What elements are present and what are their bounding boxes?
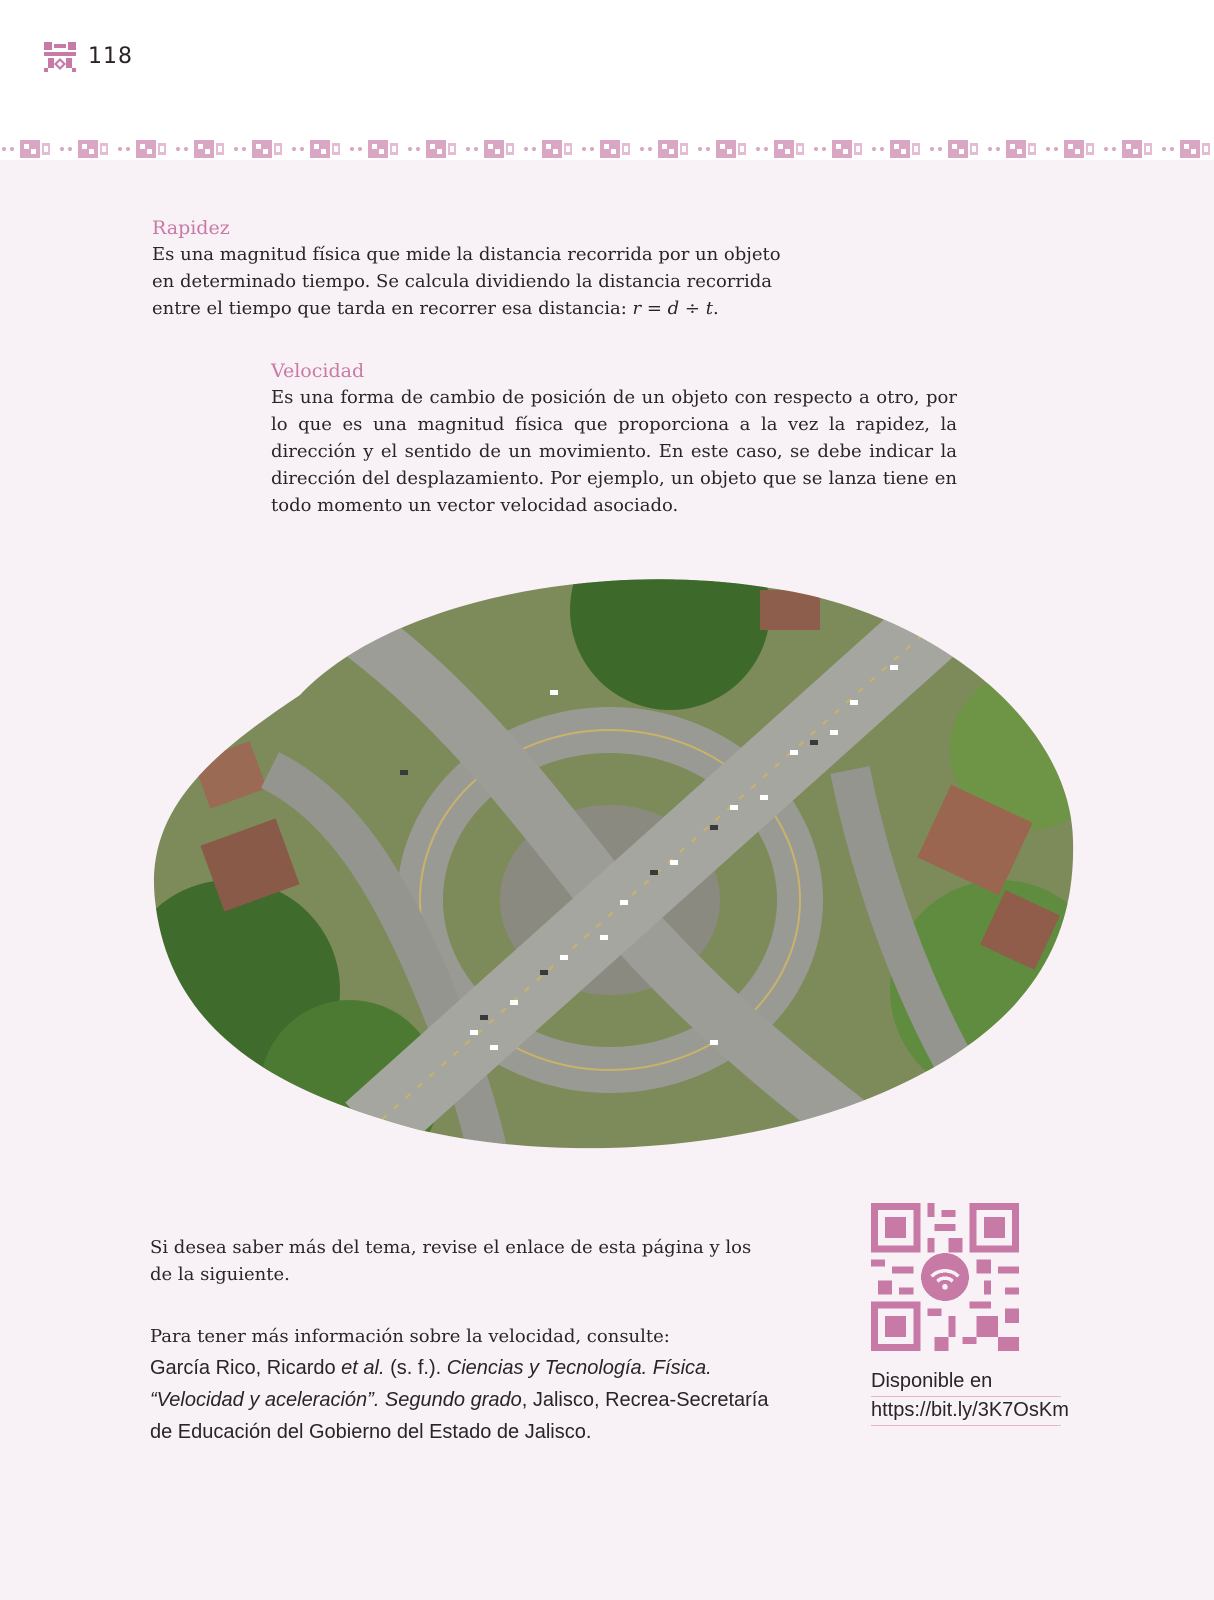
more-info-text: Si desea saber más del tema, revise el enlace de esta página y los de la siguiente.: [150, 1237, 752, 1285]
velocidad-section: [271, 360, 957, 519]
qr-url-link[interactable]: https://bit.ly/3K7OsKm: [871, 1397, 1061, 1426]
velocidad-body: Es una forma de cambio de posición de un objeto con respecto a otro, por lo que es una magnitud física que proporciona a la vez la rapidez, la dirección y el sentido de un movimiento. En este caso, se debe indicar la dirección del desplazamiento. Por ejemplo, un objeto que se lanza tiene en todo momento un vector velocidad asociado.: [271, 387, 957, 516]
rapidez-body: [152, 241, 792, 322]
citation-rest: , Jalisco, Recrea-Secretaría de Educación del Gobierno del Estado de Jalisco.: [150, 1389, 769, 1443]
citation-date: (s. f.).: [384, 1357, 447, 1379]
qr-code-icon[interactable]: [871, 1203, 1019, 1351]
ornament-logo-icon: [42, 40, 78, 74]
velocidad-title: Velocidad: [271, 360, 365, 382]
citation-author: García Rico, Ricardo: [150, 1357, 342, 1379]
rapidez-title: Rapidez: [152, 217, 230, 239]
citation: [150, 1352, 790, 1448]
citation-work: Ciencias y Tecnología. Física. “Velocidad y aceleración”. Segundo grado: [150, 1357, 712, 1411]
rapidez-text: Es una magnitud física que mide la distancia recorrida por un objeto en determinado tiempo. Se calcula dividiendo la distancia recorrida entre el tiempo que tarda en recorrer esa distancia:: [152, 244, 781, 319]
speed-formula: r = d ÷ t: [632, 298, 713, 319]
citation-etal: et al.: [341, 1357, 385, 1379]
highway-interchange-photo: [150, 570, 1076, 1160]
rapidez-end: .: [712, 298, 719, 319]
consult-intro: Para tener más información sobre la velocidad, consulte:: [150, 1326, 670, 1347]
rapidez-section: [152, 217, 792, 322]
page-header-area: [0, 0, 1214, 160]
qr-availability: [871, 1368, 1069, 1426]
available-label: Disponible en: [871, 1368, 1061, 1397]
page-number: 118: [88, 44, 133, 69]
decorative-border-band: [0, 137, 1214, 161]
